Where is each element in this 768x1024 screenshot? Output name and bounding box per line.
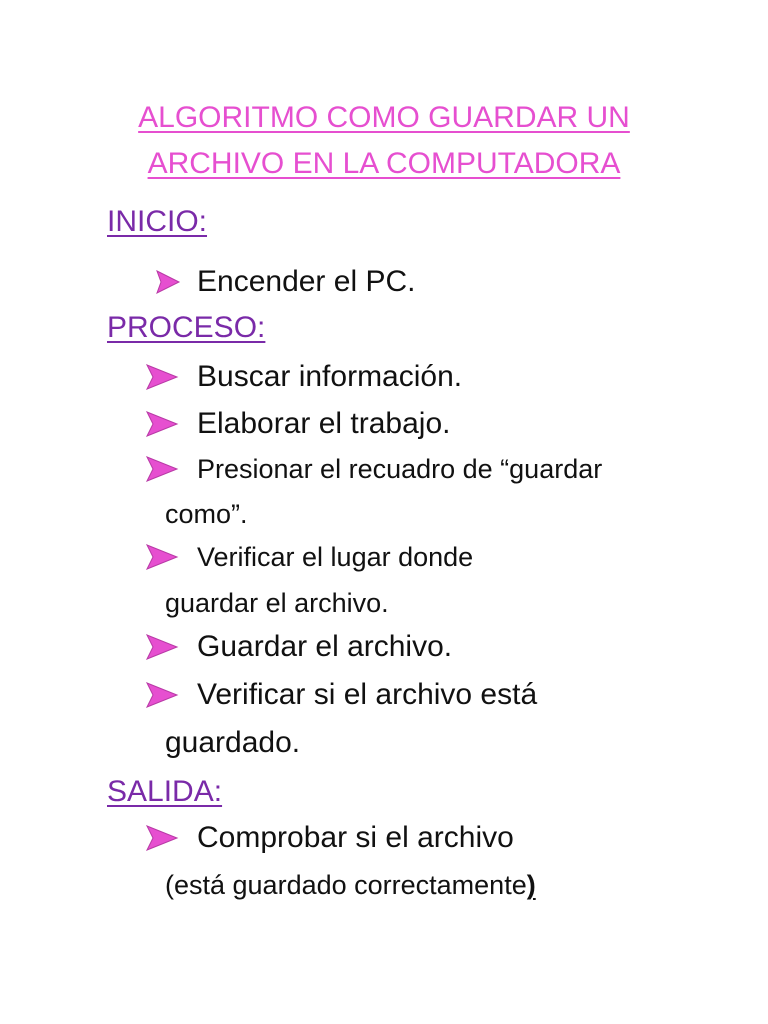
list-item xyxy=(143,540,473,574)
list-item xyxy=(143,406,450,442)
list-item-text: Elaborar el trabajo. xyxy=(197,407,451,440)
list-item-continuation: guardar el archivo. xyxy=(165,588,389,618)
list-item-text: Comprobar si el archivo xyxy=(197,821,514,854)
list-item xyxy=(143,677,537,713)
arrow-bullet-icon xyxy=(143,454,197,484)
title-line-2: ARCHIVO EN LA COMPUTADORA xyxy=(147,147,621,180)
list-item-continuation-text: (está guardado correctamente xyxy=(165,870,527,900)
arrow-bullet-icon xyxy=(143,267,197,297)
list-item-continuation: como”. xyxy=(165,499,248,529)
list-item-text: Guardar el archivo. xyxy=(197,630,453,663)
arrow-bullet-icon xyxy=(143,632,197,662)
list-item-text: Verificar si el archivo está xyxy=(197,678,538,711)
list-item-text: Presionar el recuadro de “guardar xyxy=(197,454,603,484)
arrow-bullet-icon xyxy=(143,362,197,392)
arrow-bullet-icon xyxy=(143,680,197,710)
section-heading-proceso: PROCESO: xyxy=(107,311,266,344)
list-item xyxy=(143,820,514,856)
list-item xyxy=(143,359,462,395)
section-heading-inicio: INICIO: xyxy=(107,205,208,238)
list-item xyxy=(143,452,602,486)
list-item xyxy=(143,629,452,665)
list-item-text: Verificar el lugar donde xyxy=(197,542,474,572)
arrow-bullet-icon xyxy=(143,542,197,572)
section-heading-salida: SALIDA: xyxy=(107,775,223,808)
arrow-bullet-icon xyxy=(143,409,197,439)
closing-paren: ) xyxy=(526,870,536,900)
list-item-continuation: guardado. xyxy=(165,726,301,759)
list-item-text: Buscar información. xyxy=(197,360,463,393)
title-line-1: ALGORITMO COMO GUARDAR UN xyxy=(138,101,630,134)
list-item-text: Encender el PC. xyxy=(197,265,416,298)
arrow-bullet-icon xyxy=(143,823,197,853)
list-item xyxy=(143,264,415,300)
list-item-continuation xyxy=(165,868,536,902)
